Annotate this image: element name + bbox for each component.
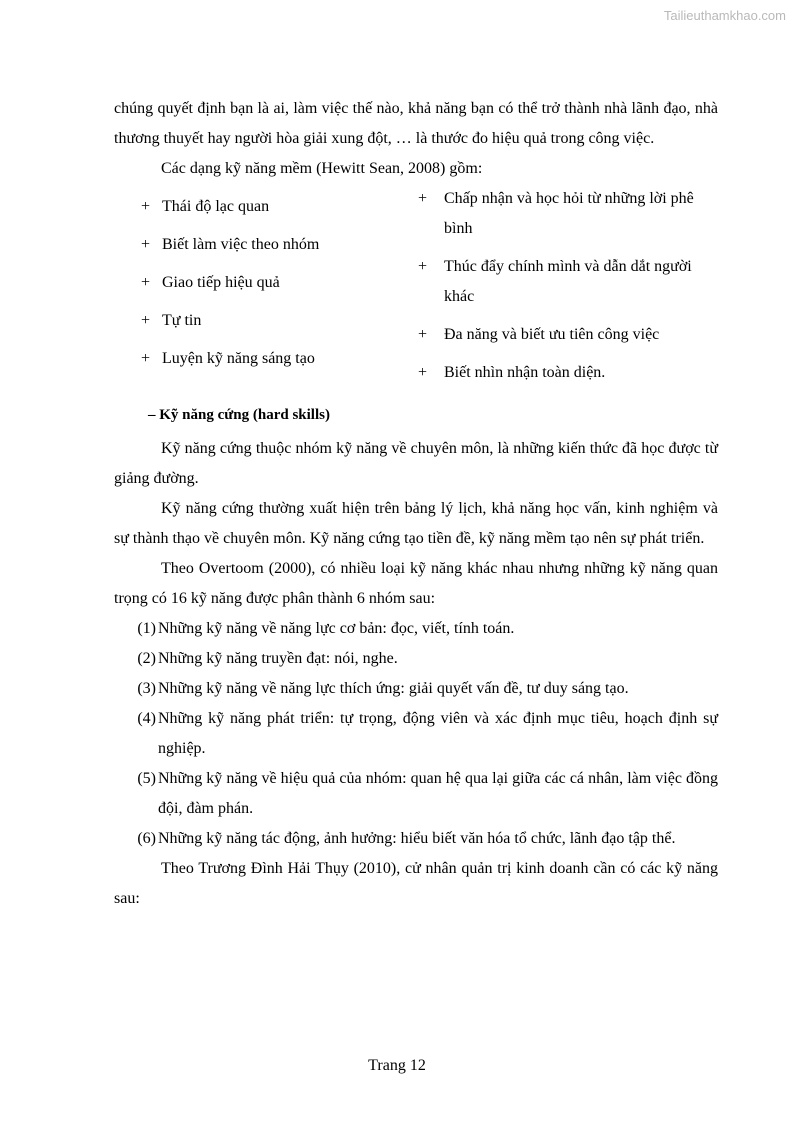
list-item xyxy=(114,644,718,674)
plus-icon: + xyxy=(141,236,151,253)
list-item xyxy=(114,824,718,854)
watermark: Tailieuthamkhao.com xyxy=(663,8,786,23)
list-number: (5) xyxy=(137,770,156,787)
list-number: (4) xyxy=(137,710,156,727)
plus-icon: + xyxy=(418,364,428,381)
plus-icon: + xyxy=(141,350,151,367)
plus-icon: + xyxy=(141,274,151,291)
list-number: (1) xyxy=(137,620,156,637)
list-item-text: Tự tin xyxy=(162,312,202,329)
page-content xyxy=(114,94,718,914)
list-item-text: Biết nhìn nhận toàn diện. xyxy=(444,364,606,381)
list-item xyxy=(414,320,718,350)
list-item xyxy=(414,184,718,244)
list-item xyxy=(114,674,718,704)
list-item-text: Chấp nhận và học hỏi từ những lời phê bình xyxy=(444,190,694,237)
soft-skills-list xyxy=(114,184,718,396)
list-item-text: Những kỹ năng về năng lực thích ứng: giải quyết vấn đề, tư duy sáng tạo. xyxy=(158,680,629,697)
list-item xyxy=(114,230,414,268)
page-number: Trang 12 xyxy=(368,1057,426,1074)
list-number: (6) xyxy=(137,830,156,847)
hard-skills-paragraph-4: Theo Trương Đình Hải Thụy (2010), cử nhân quản trị kinh doanh cần có các kỹ năng sau: xyxy=(114,860,718,907)
soft-skills-left-column xyxy=(114,184,414,396)
plus-icon: + xyxy=(418,258,428,275)
list-number: (2) xyxy=(137,650,156,667)
list-item-text: Những kỹ năng phát triển: tự trọng, động viên và xác định mục tiêu, hoạch định sự nghiệp. xyxy=(158,710,718,757)
list-item-text: Những kỹ năng tác động, ảnh hưởng: hiểu biết văn hóa tổ chức, lãnh đạo tập thể. xyxy=(158,830,676,847)
soft-skills-intro: Các dạng kỹ năng mềm (Hewitt Sean, 2008) gồm: xyxy=(161,160,483,177)
list-item-text: Giao tiếp hiệu quả xyxy=(162,274,280,291)
list-item xyxy=(114,268,414,306)
list-number: (3) xyxy=(137,680,156,697)
soft-skills-right-column xyxy=(414,184,718,396)
list-item-text: Thái độ lạc quan xyxy=(162,198,270,215)
hard-skills-heading: – Kỹ năng cứng (hard skills) xyxy=(148,407,330,423)
list-item-text: Thúc đẩy chính mình và dẫn dắt người khác xyxy=(444,258,692,305)
plus-icon: + xyxy=(418,190,428,207)
list-item-text: Biết làm việc theo nhóm xyxy=(162,236,320,253)
list-item xyxy=(114,704,718,764)
plus-icon: + xyxy=(141,312,151,329)
skill-groups-list xyxy=(114,614,718,854)
list-item xyxy=(414,358,718,388)
intro-paragraph: chúng quyết định bạn là ai, làm việc thế nào, khả năng bạn có thể trở thành nhà lãnh đạo, nhà thương thuyết hay người hòa giải xung đột, … là thước đo hiệu quả trong công việc. xyxy=(114,100,718,147)
plus-icon: + xyxy=(141,198,151,215)
list-item-text: Những kỹ năng về hiệu quả của nhóm: quan hệ qua lại giữa các cá nhân, làm việc đồng đội, đàm phán. xyxy=(158,770,718,817)
list-item xyxy=(114,344,414,382)
list-item xyxy=(114,192,414,230)
hard-skills-paragraph-3: Theo Overtoom (2000), có nhiều loại kỹ năng khác nhau nhưng những kỹ năng quan trọng có 16 kỹ năng được phân thành 6 nhóm sau: xyxy=(114,560,718,607)
list-item-text: Đa năng và biết ưu tiên công việc xyxy=(444,326,660,343)
list-item xyxy=(114,306,414,344)
list-item xyxy=(114,614,718,644)
plus-icon: + xyxy=(418,326,428,343)
hard-skills-paragraph-2: Kỹ năng cứng thường xuất hiện trên bảng lý lịch, khả năng học vấn, kinh nghiệm và sự thành thạo về chuyên môn. Kỹ năng cứng tạo tiền đề, kỹ năng mềm tạo nên sự phát triển. xyxy=(114,500,718,547)
hard-skills-paragraph-1: Kỹ năng cứng thuộc nhóm kỹ năng về chuyên môn, là những kiến thức đã học được từ giảng đường. xyxy=(114,440,718,487)
list-item xyxy=(114,764,718,824)
list-item-text: Những kỹ năng về năng lực cơ bản: đọc, viết, tính toán. xyxy=(158,620,515,637)
list-item xyxy=(414,252,718,312)
list-item-text: Luyện kỹ năng sáng tạo xyxy=(162,350,315,367)
list-item-text: Những kỹ năng truyền đạt: nói, nghe. xyxy=(158,650,398,667)
